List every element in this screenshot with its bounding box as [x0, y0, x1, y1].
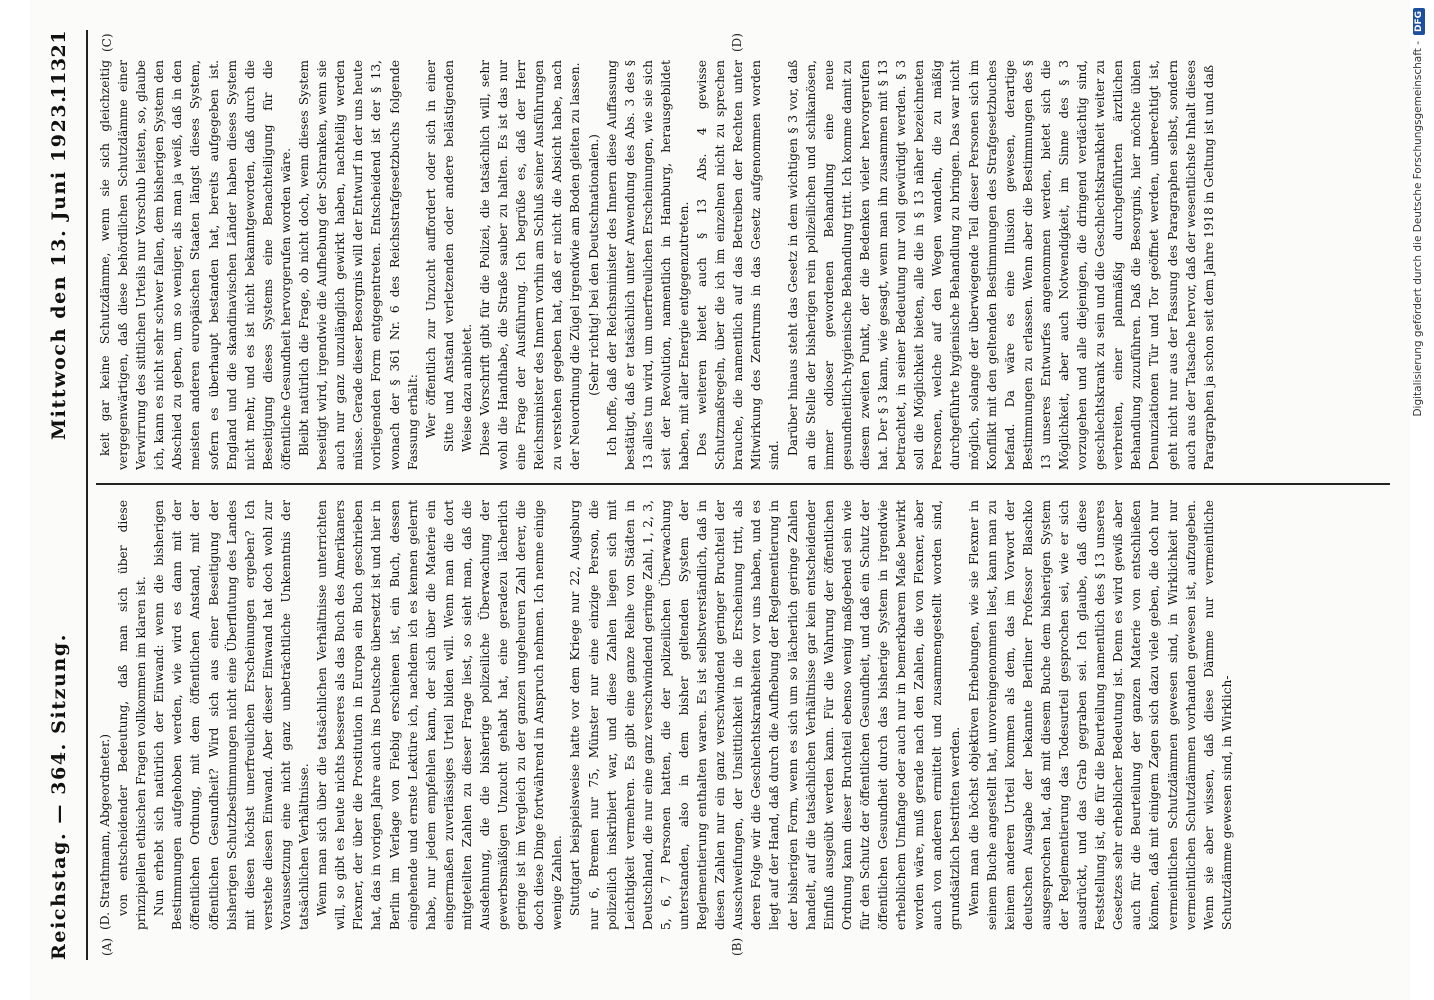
paragraph: Nun erhebt sich natürlich der Einwand: wenn die bisherigen Bestimmungen aufgehoben werden, wie wird es dann mit der öffentlichen Ordnung, mit dem öffentlichen Anstand, mit der öffentlichen Gesundheit? Wird sich aus einer Beseitigung der bisherigen Schutzbestimmungen nicht eine Überflutung des Landes mit diesen höchst unerfreulichen Erscheinungen ergeben? Ich verstehe diesen Einwand. Aber dieser Einwand hat doch wohl zur Voraussetzung eine nicht ganz unbeträchtliche Unkenntnis der tatsächlichen Verhältnisse.	[152, 500, 312, 930]
paragraph: Wenn man sich über die tatsächlichen Verhältnisse unterrichten will, so gibt es heute nichts besseres als das Buch des Amerikaners Flexner, der über die Prostitution in Europa ein Buch geschrieben hat, das in vorigen Jahre auch ins Deutsche übersetzt ist und hier in Berlin im Verlage von Fiebig erschienen ist, ein Buch, dessen eingehende und ernste Lektüre ich, nachdem ich es kennen gelernt habe, nur jedem empfehlen kann, der sich über die Materie ein eingermaßen zuverlässiges Urteil bilden will. Wenn man die dort mitgeteilten Zahlen zu dieser Frage liest, so sieht man, daß die Ausdehnung, die die bisherige polizeiliche Überwachung der gewerbsmäßigen Unzucht gehabt hat, eine geradezu lächerlich geringe ist im Vergleich zu der ganzen ungeheuren Zahl derer, die doch diese Dinge fortwährend in Anspruch nehmen. Ich nenne einige wenige Zahlen.	[315, 500, 565, 930]
paragraph: Stuttgart beispielsweise hatte vor dem Kriege nur 22, Augsburg nur 6, Bremen nur 75, Münster nur eine einzige Person, die polizeilich inskribiert war, und diese Zahlen liegen sich mit Leichtigkeit vermehren. Es gibt eine ganze Reihe von Städten in Deutschland, die nur eine ganz verschwindend geringe Zahl, 1, 2, 3, 5, 6, 7 Personen hatten, die der polizeilichen Überwachung unterstanden, also in dem bisher geltenden System der Reglementierung enthalten waren. Es ist selbstverständlich, daß in diesen Zahlen nur ein ganz verschwindend geringer Bruchteil der Ausschweifungen, der Unsittlichkeit in die Erscheinung tritt, als deren Folge wir die Geschlechtskrankheiten vor uns haben, und es liegt auf der Hand, daß durch die Aufhebung der Reglementierung in der bisherigen Form, wenn es sich um so lächerlich geringe Zahlen handelt, auf die tatsächlichen Verhältnisse gar kein entscheidender Einfluß ausgeübt werden kann. Für die Wahrung der öffentlichen Ordnung kann dieser Bruchteil ebenso wenig maßgebend sein wie für den Schutz der öffentlichen Gesundheit, und daß ein Schutz der öffentlichen Gesundheit durch das bisherige System in irgendwie erheblichem Umfange oder auch nur in bemerkbarem Maße bewirkt worden wäre, muß gerade nach den Zahlen, die von Flexner, aber auch von anderen ermittelt und zusammengestellt worden sind, grundsätzlich bestritten werden.	[568, 500, 963, 930]
quoted-provision: Wer öffentlich zur Unzucht auffordert oder sich in einer Sitte und Anstand verletzenden oder andere belästigenden Weise dazu anbietet.	[423, 60, 474, 452]
page-header	[48, 30, 82, 960]
margin-marker-b: (B)	[730, 937, 744, 956]
digitization-stamp	[1412, 8, 1430, 988]
margin-marker-c: (C)	[100, 33, 114, 52]
interjection: (Sehr richtig! bei den Deutschnationalen.)	[586, 134, 601, 396]
paragraph: Bleibt natürlich die Frage, ob nicht doch, wenn dieses System beseitigt wird, irgendwie die Aufhebung der Schranken, wenn sie auch nur ganz unzulänglich gewirkt haben, nachteilig werden müsse. Gerade dieser Besorgnis will der Entwurf in der uns heute vorliegenden Form entgegentreten. Entscheidend ist der § 13, wonach der § 361 Nr. 6 des Reichsstrafgesetzbuchs folgende Fassung erhält:	[297, 60, 420, 470]
paragraph: Darüber hinaus steht das Gesetz in dem wichtigen § 3 vor, daß an die Stelle der bisherigen rein polizeilichen und schikanösen, immer odioser gewordenen Behandlung eine neue gesundheitlich-hygienische Behandlung tritt. Ich komme damit zu diesem zweiten Punkt, der die Bedenken vieler hervorgerufen hat. Der § 3 kann, wie gesagt, wenn man ihn zusammen mit § 13 betrachtet, in seiner Bedeutung nur voll gewürdigt werden. § 3 soll die Möglichkeit bieten, alle die in § 13 näher bezeichneten Personen, welche auf den Wegen wandeln, die zu mäßig durchgeführte hygienische Behandlung zu bringen. Das war nicht möglich, solange der überwiegende Teil dieser Personen sich im Konflikt mit den geltenden Bestimmungen des Strafgesetzbuches befand. Da wäre es eine Illusion gewesen, derartige Bestimmungen zu erlassen. Wenn aber die Bestimmungen des § 13 unseres Entwurfes angenommen werden, bietet sich die Möglichkeit, aber auch Notwendigkeit, im Sinne des § 3 vorzugehen und alle diejenigen, die dringend verdächtig sind, geschlechtskrank zu sein und die Geschlechtskrankheit weiter zu verbreiten, einer planmäßig durchgeführten ärztlichen Behandlung zuzuführen. Daß die Besorgnis, hier möchte üblen Denunziationen Tür und Tor geöffnet werden, unberechtigt ist, geht nicht nur aus der Fassung des Paragraphen selbst, sondern auch aus der Tatsache hervor, daß der wesentlichste Inhalt dieses Paragraphen ja schon seit dem Jahre 1918 in Geltung ist und daß	[785, 60, 1216, 470]
column-divider	[96, 483, 1390, 485]
margin-marker-d: (D)	[730, 33, 744, 52]
paragraph: Ich hoffe, daß der Reichsminister des Innern diese Auffassung bestätigt, daß er tatsächlich unter Anwendung des Abs. 3 des § 13 alles tun wird, um unerfreulichen Erscheinungen, wie sie sich seit der Revolution, namentlich in Hamburg, herausgebildet haben, mit aller Energie entgegenzutreten.	[604, 60, 691, 470]
stamp-text: Digitalisierung gefördert durch die Deutsche Forschungsgemeinschaft -	[1412, 41, 1424, 417]
paragraph: keit gar keine Schutzdämme, wenn sie sich gleichzeitig vergegenwärtigen, daß diese behördlichen Schutzdämme einer Verwirrung des sittlichen Urteils nur Vorschub leisten, so, glaube ich, kann es nicht sehr schwer fallen, dem bisherigen System den Abschied zu geben, um so weniger, als man ja weiß, daß in den meisten anderen europäischen Staaten längst dieses System, sofern es überhaupt bestanden hat, bereits aufgegeben ist. England und die skandinavischen Länder haben dieses System nicht mehr, und es ist nicht bekanntgeworden, daß durch die Beseitigung dieses Systems eine Benachteiligung für die öffentliche Gesundheit hervorgerufen worden wäre.	[98, 60, 293, 470]
document-page	[30, 0, 1410, 1000]
paragraph: Des weiteren bietet auch § 13 Abs. 4 gewisse Schutzmaßregeln, über die ich im einzelnen nicht zu sprechen brauche, die namentlich auf das Betreiben der Rechten unter Mitwirkung des Zentrums in das Gesetz aufgenommen worden sind.	[695, 60, 782, 470]
header-left: Reichstag. — 364. Sitzung.	[48, 633, 70, 960]
speaker-line: (D. Strathmann, Abgeordneter.)	[98, 733, 112, 930]
header-date: Mittwoch den 13. Juni 1923.	[48, 94, 70, 440]
paragraph: von entscheidender Bedeutung, daß man sich über diese prinzipiellen ethischen Fragen vollkommen im klaren ist.	[116, 500, 149, 930]
dfg-logo: DFG	[1413, 8, 1425, 35]
left-column	[96, 500, 1392, 930]
margin-marker-a: (A)	[100, 937, 114, 956]
paragraph: Diese Vorschrift gibt für die Polizei, die tatsächlich will, sehr wohl die Handhabe, die Straße sauber zu halten. Es ist das nur eine Frage der Ausführung. Ich begrüße es, daß der Herr Reichsminister des Innern vorhin am Schluß seiner Ausführungen zu verstehen gegeben hat, daß er nicht die Absicht habe, nach der Neuordnung die Zügel irgendwie am Boden gleiten zu lassen.	[477, 60, 583, 470]
header-rule	[86, 30, 88, 960]
page-number: 11321	[48, 30, 70, 99]
paragraph: Wenn man die höchst objektiven Erhebungen, wie sie Flexner in seinem Buche angestellt hat, unvoreingenommen liest, kann man zu keinem anderen Urteil kommen als dem, das im Vorwort der deutschen Ausgabe der bekannte Berliner Professor Blaschko ausgesprochen hat, daß mit diesem Buche dem bisherigen System der Reglementierung das Todesurteil gesprochen sei, wie er sich ausdrückt, und das Grab gegraben sei. Ich glaube, daß diese Feststellung ist, die für die Beurteilung namentlich des § 13 unseres Gesetzes sehr erheblicher Bedeutung ist. Denn es wird gewiß aber auch für die Beurteilung der ganzen Materie von entschließen können, daß mit einigem Zagen sich dazu viele geben, die doch nur vermeintlichen Schutzdämmen gewesen sind, in Wirklichkeit nur vermeintlichen Schutzdämmen vorhanden gewesen ist, aufzugeben. Wenn sie aber wissen, daß diese Dämme nur vermeintliche Schutzdämme gewesen sind, in Wirklich-	[966, 500, 1234, 930]
right-column	[96, 60, 1392, 470]
